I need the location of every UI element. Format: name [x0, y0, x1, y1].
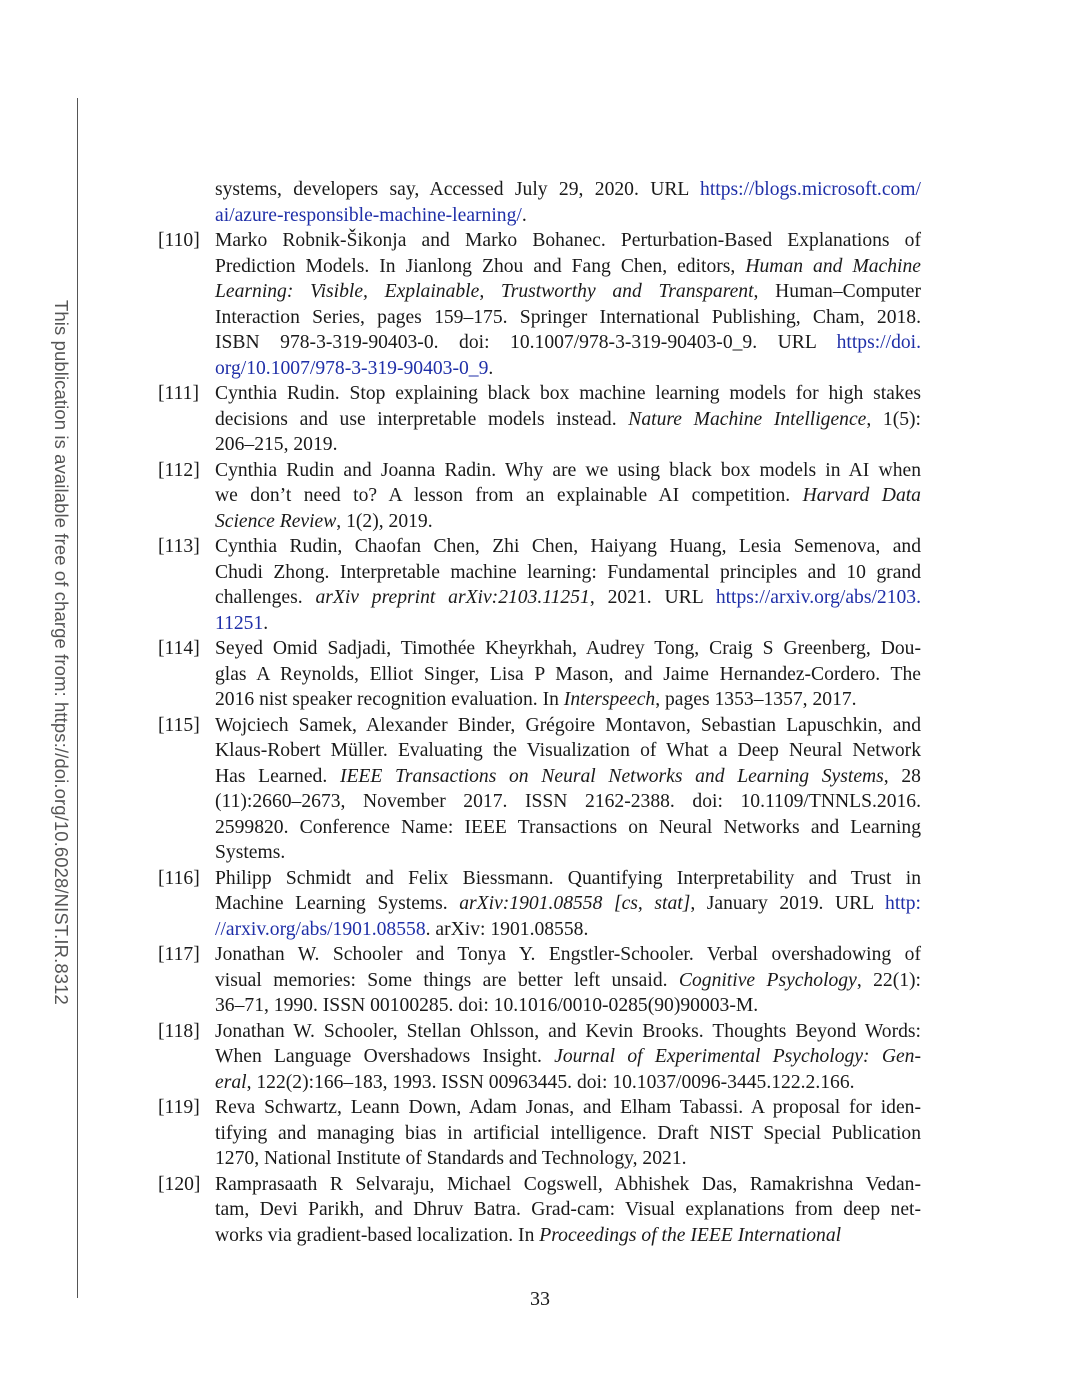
reference-venue: Cognitive Psychology: [678, 969, 857, 991]
reference-line: [215, 228, 921, 254]
reference-venue: arXiv preprint arXiv:2103.11251: [315, 587, 590, 608]
reference-text: Seyed Omid Sadjadi, Timothée Kheyrkhah, Audrey Tong, Craig S Greenberg, Dou-: [215, 638, 921, 659]
reference-line: [215, 305, 921, 331]
reference-venue: Harvard Data: [802, 485, 921, 506]
reference-text: tifying and managing bias in artificial intelligence. Draft NIST Special Publication: [215, 1122, 921, 1144]
reference-line: [215, 1019, 921, 1045]
reference-line: [215, 840, 921, 866]
reference-line: [215, 611, 921, 637]
reference-venue: IEEE Transactions on Neural Networks and Learning Systems: [339, 765, 884, 787]
reference-line: [215, 279, 921, 305]
reference-line: [215, 203, 921, 229]
reference-link[interactable]: http:: [885, 893, 921, 914]
margin-rule: [77, 98, 78, 1298]
reference-number: [120]: [158, 1173, 201, 1195]
reference-link[interactable]: ai/azure-responsible-machine-learning/: [215, 204, 522, 226]
reference-number: [116]: [158, 867, 200, 889]
reference-venue: Interspeech: [563, 689, 656, 710]
reference-line: [215, 789, 921, 815]
reference-text: Klaus-Robert Müller. Evaluating the Visualization of What a Deep Neural Network: [215, 740, 921, 761]
reference-venue: Learning: Visible, Explainable, Trustworthy and Transparent: [215, 281, 754, 302]
reference-line: [215, 585, 921, 611]
reference-venue: Human and Machine: [745, 255, 921, 277]
reference-line: [215, 509, 921, 535]
reference-text: decisions and use interpretable models instead.: [215, 408, 629, 430]
reference-text: works via gradient-based localization. In: [215, 1224, 540, 1246]
reference-number: [118]: [158, 1020, 200, 1042]
reference-text: , 22(1):: [856, 969, 921, 991]
reference-link[interactable]: org/10.1007/978-3-319-90403-0_9: [215, 357, 489, 379]
reference-text: (11):2660–2673, November 2017. ISSN 2162-2388. doi: 10.1109/TNNLS.2016.: [215, 791, 921, 812]
reference-line: [215, 1121, 921, 1147]
reference-text: .: [263, 612, 269, 634]
reference-line: [215, 662, 921, 688]
reference-venue: Science Review: [215, 510, 337, 532]
reference-text: , pages 1353–1357, 2017.: [655, 689, 857, 710]
reference-text: When Language Overshadows Insight.: [215, 1046, 555, 1067]
reference-line: [215, 636, 921, 662]
reference-line: [215, 738, 921, 764]
reference-line: [215, 713, 921, 739]
reference-text: , January 2019. URL: [690, 893, 886, 914]
reference-text: Prediction Models. In Jianlong Zhou and Fang Chen, editors,: [215, 255, 746, 277]
reference-text: glas A Reynolds, Elliot Singer, Lisa P Mason, and Jaime Hernandez-Cordero. The: [215, 663, 921, 685]
reference-number: [111]: [158, 383, 199, 404]
reference-line: [215, 483, 921, 509]
reference-number: [110]: [158, 230, 200, 251]
reference-text: , Human–Computer: [753, 281, 921, 302]
reference-text: Cynthia Rudin and Joanna Radin. Why are we using black box models in AI when: [215, 459, 921, 481]
reference-text: Chudi Zhong. Interpretable machine learning: Fundamental principles and 10 grand: [215, 561, 921, 583]
reference-text: 2016 nist speaker recognition evaluation. In: [215, 689, 564, 710]
reference-venue: arXiv:1901.08558 [cs, stat]: [459, 893, 691, 914]
reference-line: [215, 330, 921, 356]
reference-text: tam, Devi Parikh, and Dhruv Batra. Grad-cam: Visual explanations from deep net-: [215, 1199, 921, 1220]
reference-text: Jonathan W. Schooler and Tonya Y. Engstler-Schooler. Verbal overshadowing of: [215, 944, 921, 965]
reference-text: , 122(2):166–183, 1993. ISSN 00963445. doi: 10.1037/0096-3445.122.2.166.: [246, 1071, 855, 1093]
reference-link[interactable]: https://arxiv.org/abs/2103.: [715, 587, 921, 608]
reference-line: [215, 993, 921, 1019]
reference-text: Has Learned.: [215, 765, 340, 787]
reference-text: Marko Robnik-Šikonja and Marko Bohanec. Perturbation-Based Explanations of: [215, 230, 921, 251]
reference-text: challenges.: [215, 587, 316, 608]
reference-line: [215, 891, 921, 917]
reference-text: , 1(5):: [866, 408, 921, 430]
reference-text: 206–215, 2019.: [215, 434, 338, 455]
reference-line: [215, 356, 921, 382]
reference-number: [114]: [158, 638, 200, 659]
reference-line: [215, 1197, 921, 1223]
reference-line: [215, 1044, 921, 1070]
reference-text: systems, developers say, Accessed July 29, 2020. URL: [215, 179, 701, 200]
reference-line: [215, 1223, 921, 1249]
reference-venue: Journal of Experimental Psychology: Gen-: [554, 1046, 921, 1067]
reference-text: ISBN 978-3-319-90403-0. doi: 10.1007/978-3-319-90403-0_9. URL: [215, 332, 837, 353]
reference-text: Wojciech Samek, Alexander Binder, Grégoire Montavon, Sebastian Lapuschkin, and: [215, 714, 921, 736]
reference-link[interactable]: https://doi.: [836, 332, 921, 353]
reference-line: [215, 458, 921, 484]
reference-venue: eral: [215, 1071, 247, 1093]
reference-text: , 1(2), 2019.: [336, 510, 433, 532]
reference-text: Jonathan W. Schooler, Stellan Ohlsson, and Kevin Brooks. Thoughts Beyond Words:: [215, 1020, 921, 1042]
reference-line: [215, 1172, 921, 1198]
reference-line: [215, 177, 921, 203]
reference-line: [215, 968, 921, 994]
reference-text: Machine Learning Systems.: [215, 893, 460, 914]
reference-line: [215, 815, 921, 841]
reference-text: Cynthia Rudin. Stop explaining black box machine learning models for high stakes: [215, 383, 921, 404]
reference-text: , 28: [883, 765, 921, 787]
reference-link[interactable]: 11251: [215, 612, 264, 634]
reference-text: .: [521, 204, 527, 226]
reference-line: [215, 942, 921, 968]
reference-text: we don’t need to? A lesson from an explainable AI competition.: [215, 485, 803, 506]
reference-text: , 2021. URL: [589, 587, 716, 608]
reference-line: [215, 534, 921, 560]
reference-line: [215, 1146, 921, 1172]
reference-line: [215, 687, 921, 713]
reference-text: Systems.: [215, 842, 286, 863]
reference-number: [115]: [158, 714, 200, 736]
reference-number: [113]: [158, 536, 200, 557]
reference-text: . arXiv: 1901.08558.: [425, 918, 589, 940]
reference-link[interactable]: //arxiv.org/abs/1901.08558: [215, 918, 426, 940]
reference-text: visual memories: Some things are better left unsaid.: [215, 969, 679, 991]
reference-venue: Nature Machine Intelligence: [628, 408, 867, 430]
reference-line: [215, 560, 921, 586]
page-number: 33: [530, 1288, 550, 1310]
reference-venue: Proceedings of the IEEE International: [539, 1224, 842, 1246]
reference-line: [215, 381, 921, 407]
reference-text: Ramprasaath R Selvaraju, Michael Cogswell, Abhishek Das, Ramakrishna Vedan-: [215, 1173, 921, 1195]
reference-number: [117]: [158, 944, 200, 965]
reference-number: [119]: [158, 1097, 200, 1118]
reference-text: Philipp Schmidt and Felix Biessmann. Quantifying Interpretability and Trust in: [215, 867, 921, 889]
reference-link[interactable]: https://blogs.microsoft.com/: [700, 179, 921, 200]
reference-line: [215, 1095, 921, 1121]
reference-text: 2599820. Conference Name: IEEE Transactions on Neural Networks and Learning: [215, 816, 921, 838]
reference-text: Reva Schwartz, Leann Down, Adam Jonas, and Elham Tabassi. A proposal for iden-: [215, 1097, 921, 1118]
reference-text: 1270, National Institute of Standards and Technology, 2021.: [215, 1148, 687, 1169]
reference-line: [215, 254, 921, 280]
reference-line: [215, 764, 921, 790]
reference-line: [215, 866, 921, 892]
reference-line: [215, 917, 921, 943]
reference-line: [215, 432, 921, 458]
reference-line: [215, 407, 921, 433]
reference-text: 36–71, 1990. ISSN 00100285. doi: 10.1016/0010-0285(90)90003-M.: [215, 995, 759, 1016]
reference-text: Interaction Series, pages 159–175. Springer International Publishing, Cham, 2018.: [215, 306, 921, 328]
availability-note: This publication is available free of charge from: https://doi.org/10.6028/NIST.IR.8312: [51, 300, 72, 1005]
reference-text: Cynthia Rudin, Chaofan Chen, Zhi Chen, Haiyang Huang, Lesia Semenova, and: [215, 536, 921, 557]
reference-line: [215, 1070, 921, 1096]
reference-text: .: [488, 357, 494, 379]
reference-number: [112]: [158, 459, 200, 481]
